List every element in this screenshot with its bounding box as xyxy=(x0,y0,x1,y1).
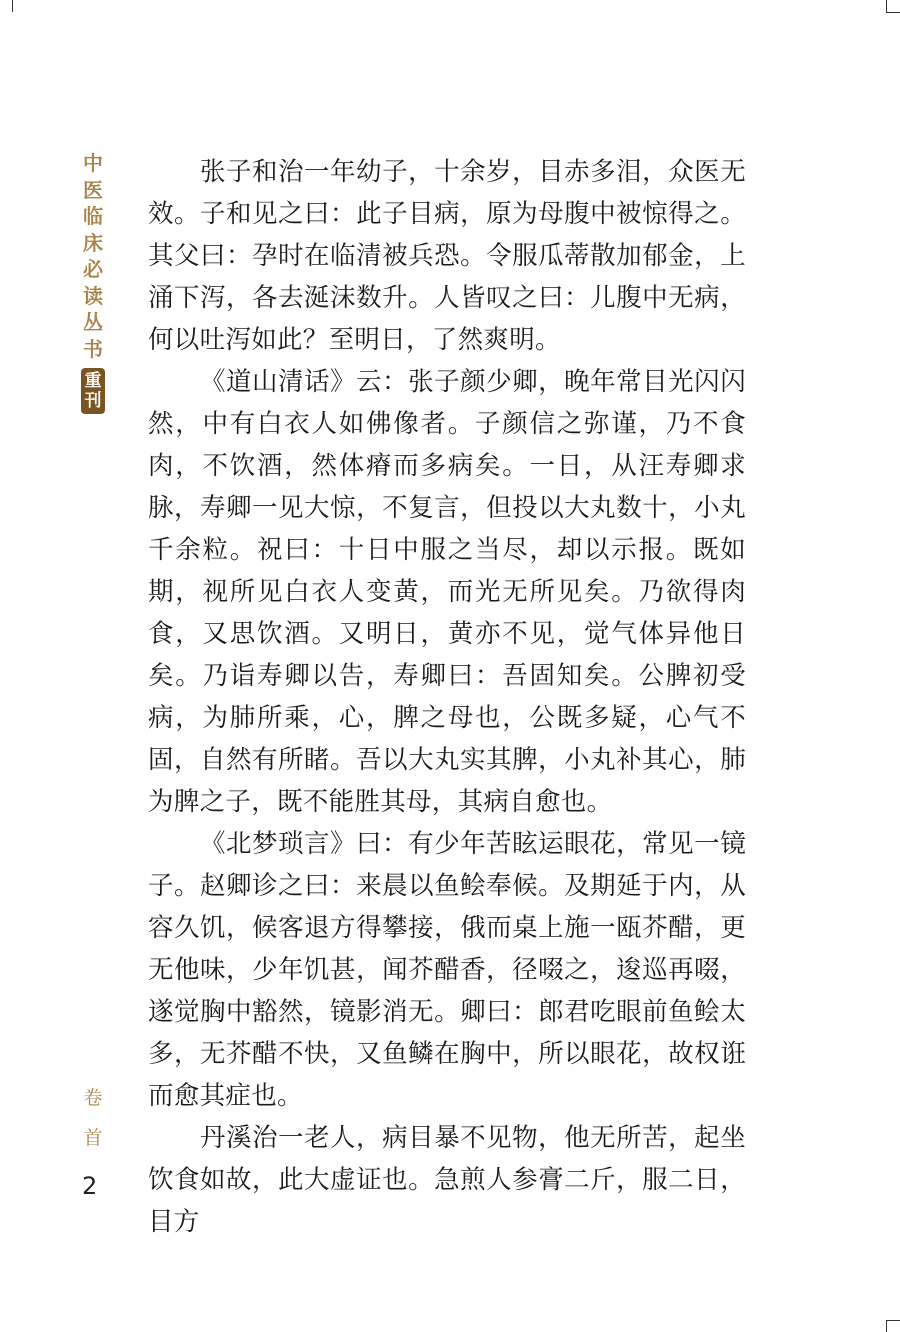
volume-char: 首 xyxy=(83,1127,103,1149)
series-title-char: 书 xyxy=(83,336,103,361)
reprint-seal xyxy=(81,368,105,414)
crop-mark-bottom-right-h xyxy=(886,1320,900,1321)
crop-mark-top-right-v xyxy=(886,0,887,12)
series-title-char: 临 xyxy=(83,204,103,228)
paragraph: 《北梦琐言》曰：有少年苦眩运眼花，常见一镜子。赵卿诊之曰：来晨以鱼鲙奉候。及期延于内，从容久饥，候客退方得攀接，俄而桌上施一瓯芥醋，更无他味，少年饥甚，闻芥醋香，径啜之，逡巡再啜，遂觉胸中豁然，镜影消无。卿曰：郎君吃眼前鱼鲙太多，无芥醋不快，又鱼鳞在胸中，所以眼花，故权诳而愈其症也。 xyxy=(148,829,746,1111)
crop-mark-bottom-right-v xyxy=(886,1320,887,1332)
series-title xyxy=(80,150,106,414)
series-title-char: 医 xyxy=(83,177,103,202)
crop-mark-top-left-v xyxy=(12,0,13,12)
paragraph: 丹溪治一老人，病目暴不见物，他无所苦，起坐饮食如故，此大虚证也。急煎人参膏二斤，服二日，目方 xyxy=(148,1123,746,1237)
series-title-char: 中 xyxy=(83,151,103,175)
volume-label xyxy=(80,1088,106,1168)
volume-char: 卷 xyxy=(83,1087,103,1109)
series-title-char: 床 xyxy=(83,230,103,255)
series-title-char: 读 xyxy=(83,283,103,308)
paragraph: 《道山清话》云：张子颜少卿，晚年常目光闪闪然，中有白衣人如佛像者。子颜信之弥谨，乃不食肉，不饮酒，然体瘠而多病矣。一日，从汪寿卿求脉，寿卿一见大惊，不复言，但投以大丸数十，小丸千余粒。祝曰：十日中服之当尽，却以示报。既如期，视所见白衣人变黄，而光无所见矣。乃欲得肉食，又思饮酒。又明日，黄亦不见，觉气体异他日矣。乃诣寿卿以告，寿卿曰：吾固知矣。公脾初受病，为肺所乘，心，脾之母也，公既多疑，心气不固，自然有所睹。吾以大丸实其脾，小丸补其心，肺为脾之子，既不能胜其母，其病自愈也。 xyxy=(148,367,746,817)
series-title-char: 必 xyxy=(83,257,103,281)
crop-mark-top-right-h xyxy=(886,12,900,13)
seal-char: 重 xyxy=(84,371,102,391)
seal-char: 刊 xyxy=(84,391,102,411)
page-number: 2 xyxy=(82,1172,98,1200)
body-text xyxy=(148,151,746,1243)
paragraph: 张子和治一年幼子，十余岁，目赤多泪，众医无效。子和见之曰：此子目病，原为母腹中被惊得之。其父曰：孕时在临清被兵恐。令服瓜蒂散加郁金，上涌下泻，各去涎沫数升。人皆叹之曰：儿腹中无病，何以吐泻如此？至明日，了然爽明。 xyxy=(148,157,746,355)
series-title-char: 丛 xyxy=(83,310,103,334)
